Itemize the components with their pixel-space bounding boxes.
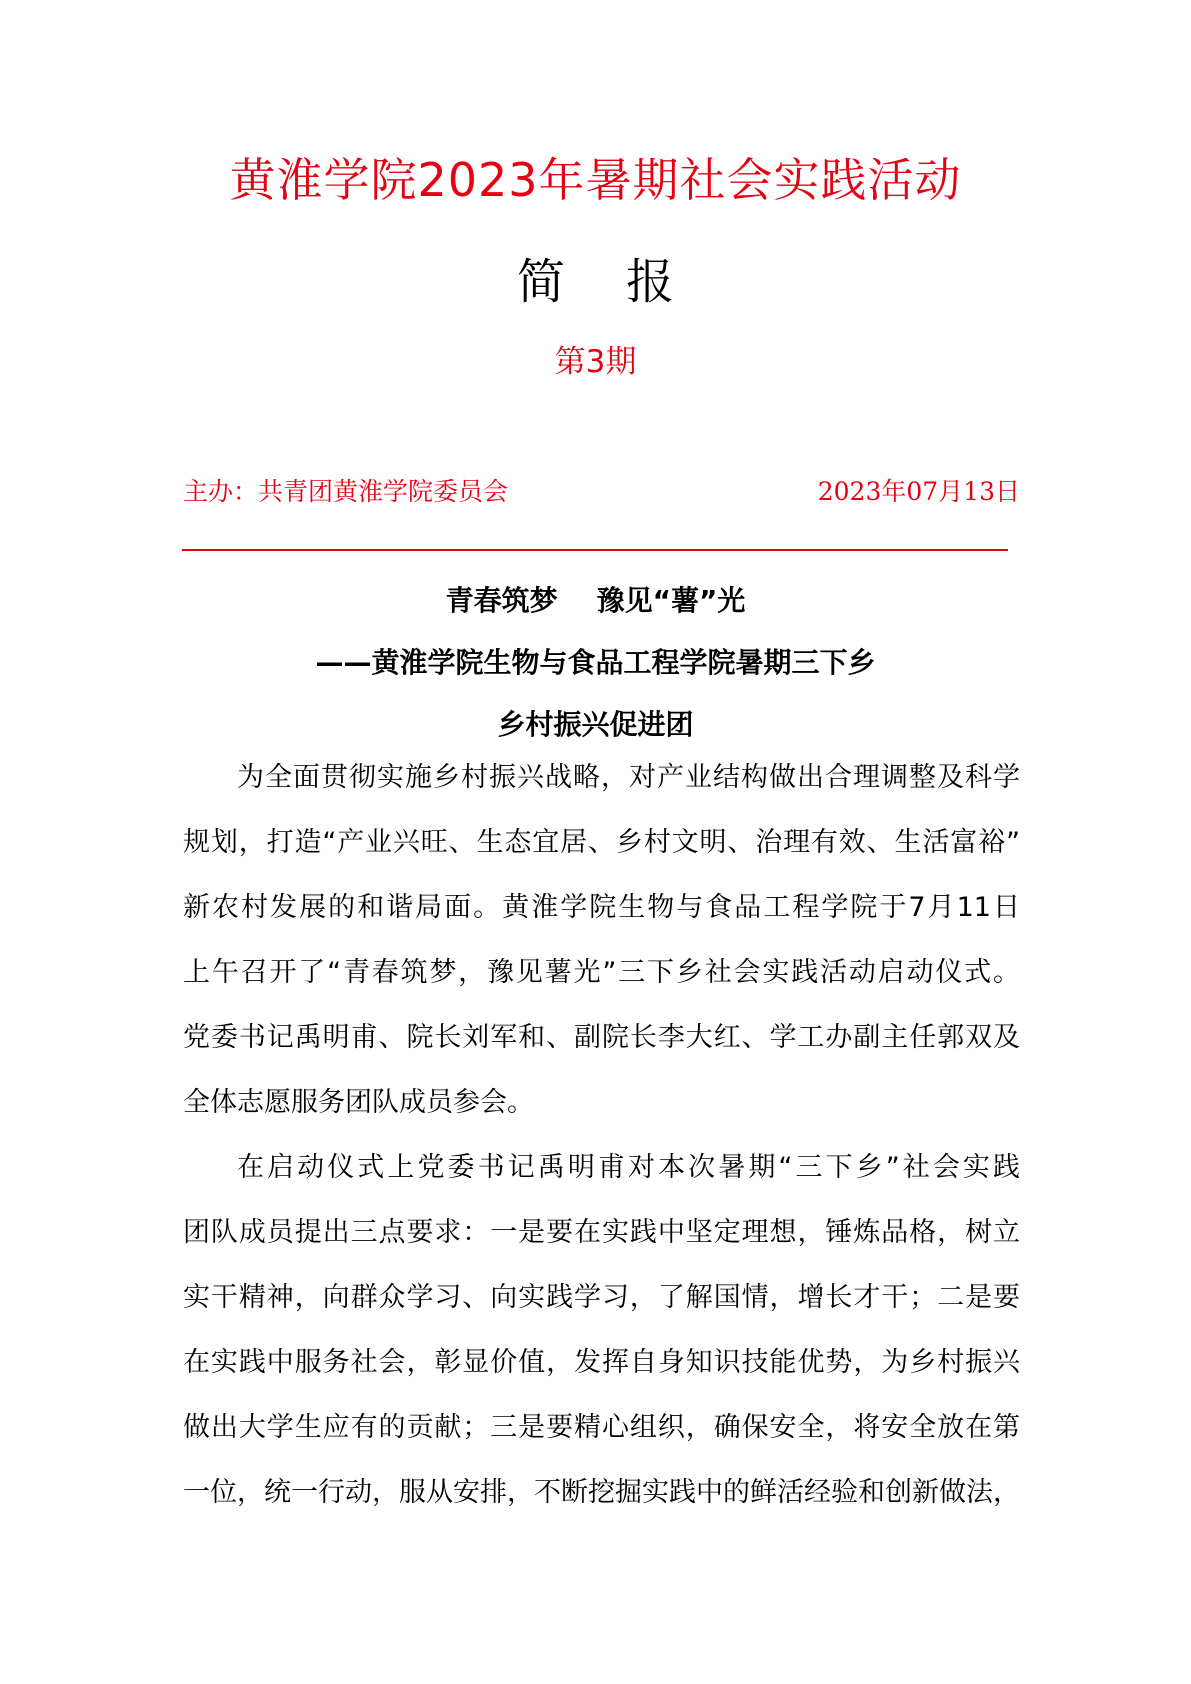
- paragraph-line: 团队成员提出三点要求：一是要在实践中坚定理想，锤炼品格，树立: [183, 1217, 1020, 1248]
- paragraph-line: 做出大学生应有的贡献；三是要精心组织，确保安全，将安全放在第: [183, 1412, 1020, 1443]
- masthead-subtitle: 简 报: [516, 254, 675, 310]
- paragraph-line: 实干精神，向群众学习、向实践学习，了解国情，增长才干；二是要: [183, 1282, 1020, 1313]
- headline-line-2: ——黄淮学院生物与食品工程学院暑期三下乡: [315, 646, 876, 679]
- paragraph-line: 上午召开了“青春筑梦，豫见薯光”三下乡社会实践活动启动仪式。: [183, 957, 1020, 988]
- headline-line-1: 青春筑梦 豫见“薯”光: [445, 584, 746, 617]
- masthead-title: 黄淮学院2023年暑期社会实践活动: [229, 153, 962, 207]
- issue-number: 第3期: [554, 344, 637, 380]
- paragraph-line: 在实践中服务社会，彰显价值，发挥自身知识技能优势，为乡村振兴: [183, 1347, 1020, 1378]
- paragraph-line: 党委书记禹明甫、院长刘军和、副院长李大红、学工办副主任郭双及: [183, 1022, 1020, 1053]
- paragraph-line: 新农村发展的和谐局面。黄淮学院生物与食品工程学院于7月11日: [183, 892, 1020, 923]
- paragraph-line: 规划，打造“产业兴旺、生态宜居、乡村文明、治理有效、生活富裕”: [183, 827, 1020, 858]
- meta-row: [183, 472, 1020, 512]
- paragraph-line: 一位，统一行动，服从安排，不断挖掘实践中的鲜活经验和创新做法，: [183, 1477, 1020, 1508]
- issue-date: 2023年07月13日: [817, 477, 1020, 506]
- red-divider: [182, 549, 1008, 551]
- paragraph-line: 全体志愿服务团队成员参会。: [183, 1087, 534, 1118]
- organizer: 主办：共青团黄淮学院委员会: [183, 477, 509, 506]
- paragraph-line: 为全面贯彻实施乡村振兴战略，对产业结构做出合理调整及科学: [237, 762, 1020, 793]
- headline-line-3: 乡村振兴促进团: [497, 708, 694, 741]
- paragraph-line: 在启动仪式上党委书记禹明甫对本次暑期“三下乡”社会实践: [237, 1152, 1020, 1183]
